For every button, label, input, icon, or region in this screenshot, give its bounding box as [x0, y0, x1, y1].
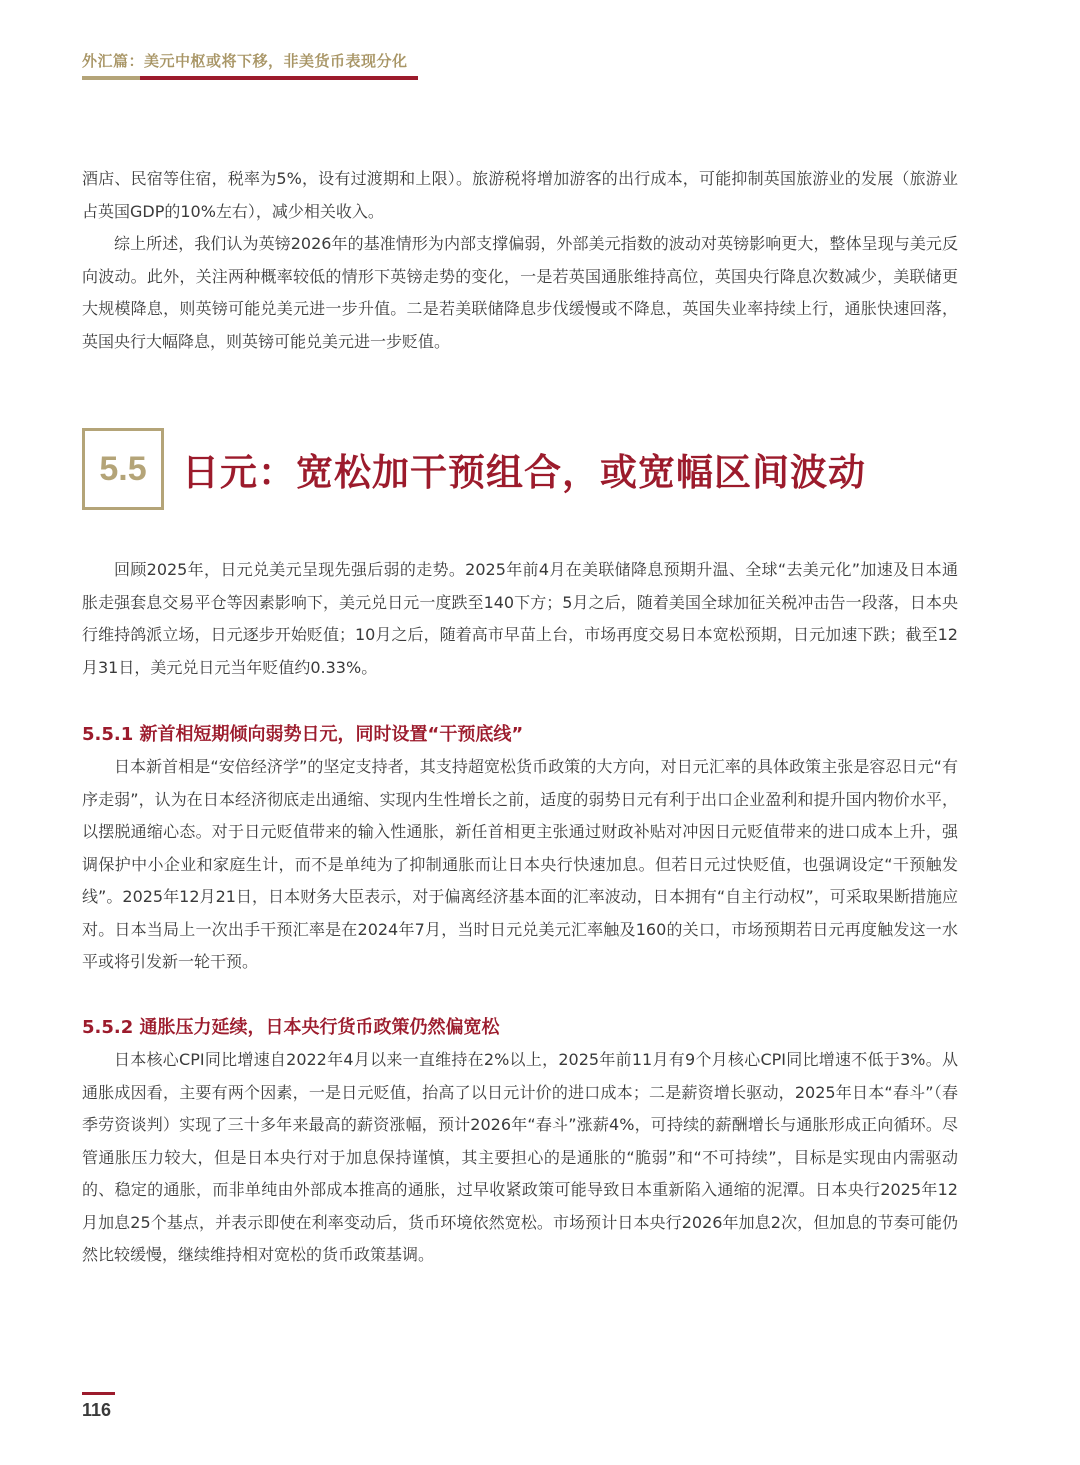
- running-header: 外汇篇：美元中枢或将下移，非美货币表现分化: [82, 52, 408, 70]
- section-paragraph: 回顾2025年，日元兑美元呈现先强后弱的走势。2025年前4月在美联储降息预期升温、全球“去美元化”加速及日本通胀走强套息交易平仓等因素影响下，美元兑日元一度跌至140下方；5月之后，随着美国全球加征关税冲击告一段落，日本央行维持鸽派立场，日元逐步开始贬值；10月之后，随着高市早苗上台，市场再度交易日本宽松预期，日元加速下跌；截至12月31日，美元兑日元当年贬值约0.33%。: [82, 560, 958, 677]
- header-rule-gold: [82, 76, 140, 80]
- page-number-rule: [82, 1392, 115, 1395]
- header-rule-red: [140, 76, 418, 80]
- subsection-1-heading: 5.5.1 新首相短期倾向弱势日元，同时设置“干预底线”: [82, 724, 524, 745]
- page-number: 116: [82, 1400, 112, 1420]
- intro-paragraph-1: 酒店、民宿等住宿，税率为5%，设有过渡期和上限）。旅游税将增加游客的出行成本，可能抑制英国旅游业的发展（旅游业占英国GDP的10%左右），减少相关收入。: [82, 169, 958, 221]
- section-number-box: 5.5: [82, 428, 164, 510]
- subsection-2: [82, 1012, 958, 1272]
- intro-block: [82, 163, 958, 358]
- subsection-1: [82, 719, 958, 979]
- intro-paragraph-2: 综上所述，我们认为英镑2026年的基准情形为内部支撑偏弱，外部美元指数的波动对英镑影响更大，整体呈现与美元反向波动。此外，关注两种概率较低的情形下英镑走势的变化，一是若英国通胀维持高位，英国央行降息次数减少，美联储更大规模降息，则英镑可能兑美元进一步升值。二是若美联储降息步伐缓慢或不降息，英国失业率持续上行，通胀快速回落，英国央行大幅降息，则英镑可能兑美元进一步贬值。: [82, 234, 958, 351]
- subsection-2-paragraph: 日本核心CPI同比增速自2022年4月以来一直维持在2%以上，2025年前11月有9个月核心CPI同比增速不低于3%。从通胀成因看，主要有两个因素，一是日元贬值，抬高了以日元计价的进口成本；二是薪资增长驱动，2025年日本“春斗”（春季劳资谈判）实现了三十多年来最高的薪资涨幅，预计2026年“春斗”涨薪4%，可持续的薪酬增长与通胀形成正向循环。尽管通胀压力较大，但是日本央行对于加息保持谨慎，其主要担心的是通胀的“脆弱”和“不可持续”，目标是实现由内需驱动的、稳定的通胀，而非单纯由外部成本推高的通胀，过早收紧政策可能导致日本重新陷入通缩的泥潭。日本央行2025年12月加息25个基点，并表示即使在利率变动后，货币环境依然宽松。市场预计日本央行2026年加息2次，但加息的节奏可能仍然比较缓慢，继续维持相对宽松的货币政策基调。: [82, 1050, 958, 1264]
- section-title: 日元：宽松加干预组合，或宽幅区间波动: [182, 451, 866, 494]
- header-rule: [82, 76, 418, 80]
- section-intro-block: [82, 554, 958, 684]
- section-heading: [82, 428, 866, 510]
- subsection-1-paragraph: 日本新首相是“安倍经济学”的坚定支持者，其支持超宽松货币政策的大方向，对日元汇率的具体政策主张是容忍日元“有序走弱”，认为在日本经济彻底走出通缩、实现内生性增长之前，适度的弱势日元有利于出口企业盈利和提升国内物价水平，以摆脱通缩心态。对于日元贬值带来的输入性通胀，新任首相更主张通过财政补贴对冲因日元贬值带来的进口成本上升，强调保护中小企业和家庭生计，而不是单纯为了抑制通胀而让日本央行快速加息。但若日元过快贬值，也强调设定“干预触发线”。2025年12月21日，日本财务大臣表示，对于偏离经济基本面的汇率波动，日本拥有“自主行动权”，可采取果断措施应对。日本当局上一次出手干预汇率是在2024年7月，当时日元兑美元汇率触及160的关口，市场预期若日元再度触发这一水平或将引发新一轮干预。: [82, 757, 958, 971]
- subsection-2-heading: 5.5.2 通胀压力延续，日本央行货币政策仍然偏宽松: [82, 1017, 500, 1038]
